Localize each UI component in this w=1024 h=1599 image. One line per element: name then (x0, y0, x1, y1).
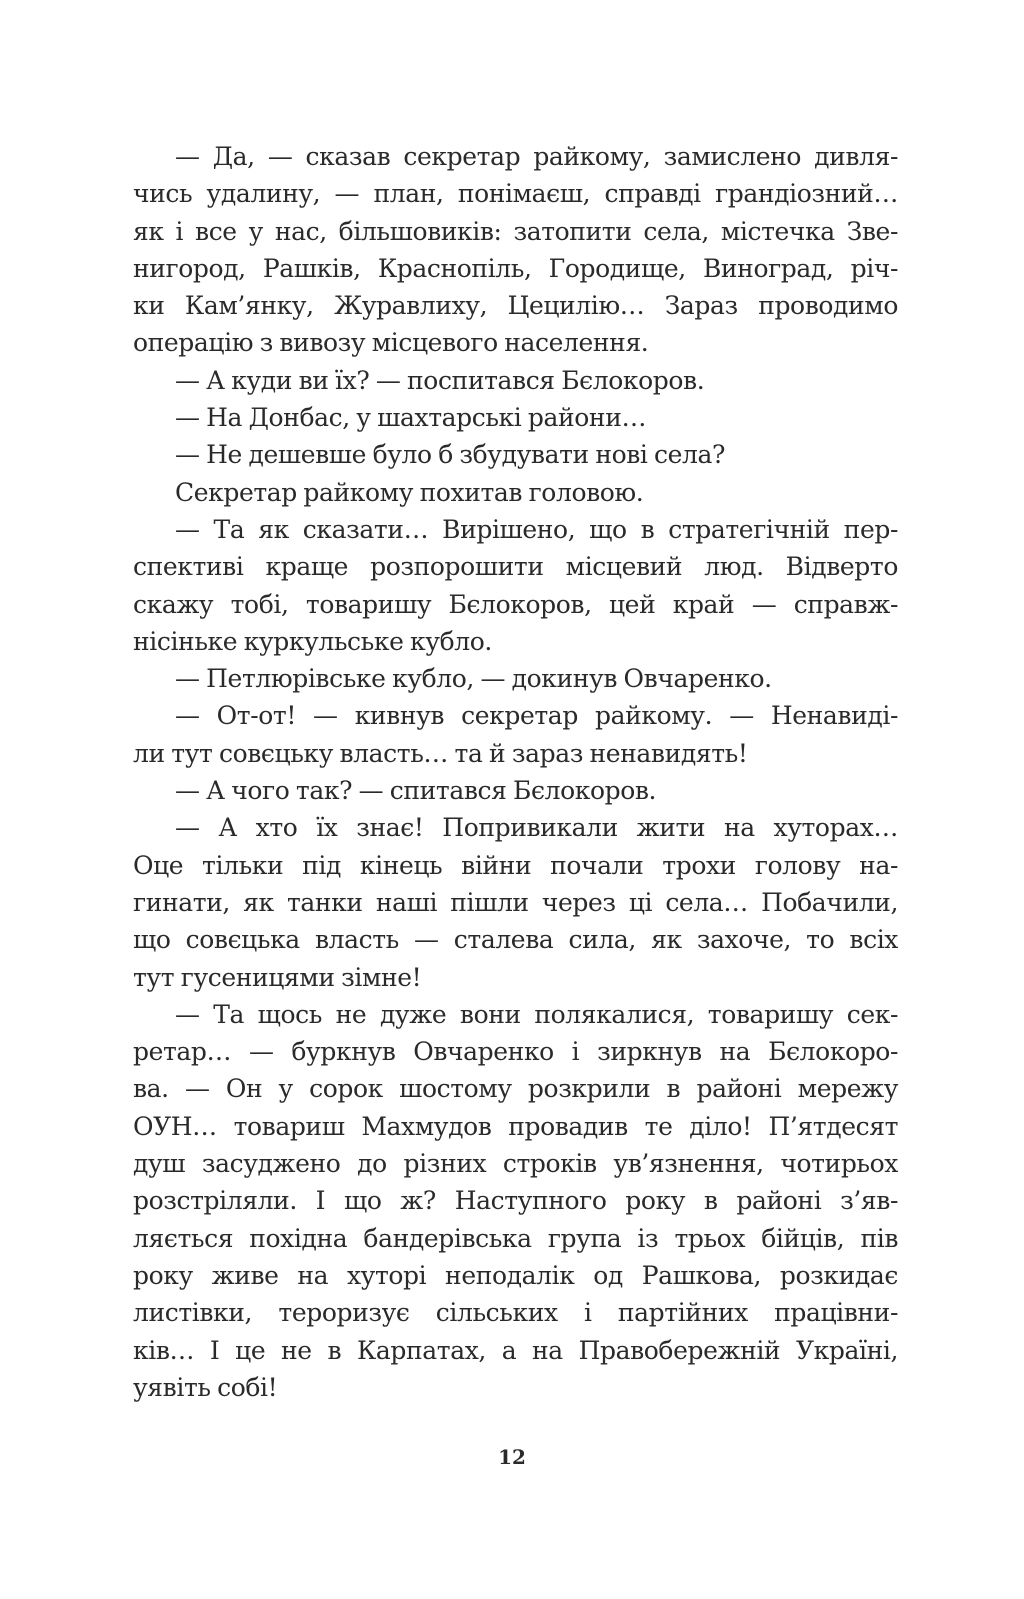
text-line: листівки, тероризує сільських і партійних працівни- (133, 1298, 898, 1328)
text-line: що совєцька власть — сталева сила, як захоче, то всіх (133, 925, 898, 955)
text-line: спективі краще розпорошити місцевий люд. Відверто (133, 552, 898, 582)
text-line: року живе на хуторі неподалік од Рашкова, розкидає (133, 1260, 898, 1290)
text-line: — Петлюрівське кубло, — докинув Овчаренко. (175, 664, 772, 694)
text-line: чись удалину, — план, понімаєш, справді грандіозний… (133, 179, 898, 209)
text-line: ки Кам’янку, Журавлиху, Цецилію… Зараз проводимо (133, 291, 898, 321)
text-line: — Да, — сказав секретар райкому, замислено дивля- (175, 142, 898, 171)
body-text (133, 138, 898, 1406)
text-line: нісінькe куркульське кубло. (133, 626, 492, 656)
text-line: — Не дешевше було б збудувати нові села? (175, 440, 726, 470)
text-line: гинати, як танки наші пішли через ці села… Побачили, (133, 887, 898, 917)
text-line: як і все у нас, більшовиків: затопити села, містечка Зве- (133, 216, 898, 246)
text-line: — А чого так? — спитався Бєлокоров. (175, 776, 657, 806)
text-line: розстріляли. І що ж? Наступного року в районі з’яв- (133, 1186, 898, 1216)
text-line: — А куди ви їх? — поспитався Бєлокоров. (175, 365, 705, 395)
text-line: уявіть собі! (133, 1372, 278, 1402)
text-line: тут гусеницями зімне! (133, 962, 422, 992)
page-number: 12 (498, 1445, 526, 1469)
text-line: — От-от! — кивнув секретар райкому. — Ненавиді- (175, 701, 898, 731)
text-line: — А хто їх знає! Попривикали жити на хуторах… (175, 813, 898, 843)
text-line: ляється похідна бандерівська група із трьох бійців, пів (133, 1223, 898, 1253)
text-line: Оце тільки під кінець війни почали трохи голову на- (133, 850, 898, 880)
text-line: Секретар райкому похитав головою. (175, 477, 644, 507)
text-line: нигород, Рашків, Краснопіль, Городище, Виноград, річ- (133, 253, 898, 283)
text-line: операцію з вивозу місцевого населення. (133, 328, 649, 358)
text-line: ків… І це не в Карпатах, а на Правобережній Україні, (133, 1335, 898, 1365)
text-line: — На Донбас, у шахтарські райони… (175, 403, 647, 433)
text-line: ли тут совєцьку власть… та й зараз ненавидять! (133, 738, 748, 768)
text-line: ва. — Он у сорок шостому розкрили в районі мережу (133, 1074, 898, 1104)
text-line: скажу тобі, товаришу Бєлокоров, цей край — справж- (133, 589, 898, 619)
text-line: — Та як сказати… Вирішено, що в стратегічній пер- (175, 514, 898, 544)
text-line: ОУН… товариш Махмудов провадив те діло! П’ятдесят (133, 1111, 898, 1141)
text-line: душ засуджено до різних строків ув’язнення, чотирьох (133, 1149, 898, 1179)
text-line: ретар… — буркнув Овчаренко і зиркнув на Бєлокоро- (133, 1037, 898, 1067)
text-line: — Та щось не дуже вони полякалися, товаришу сек- (175, 999, 898, 1029)
